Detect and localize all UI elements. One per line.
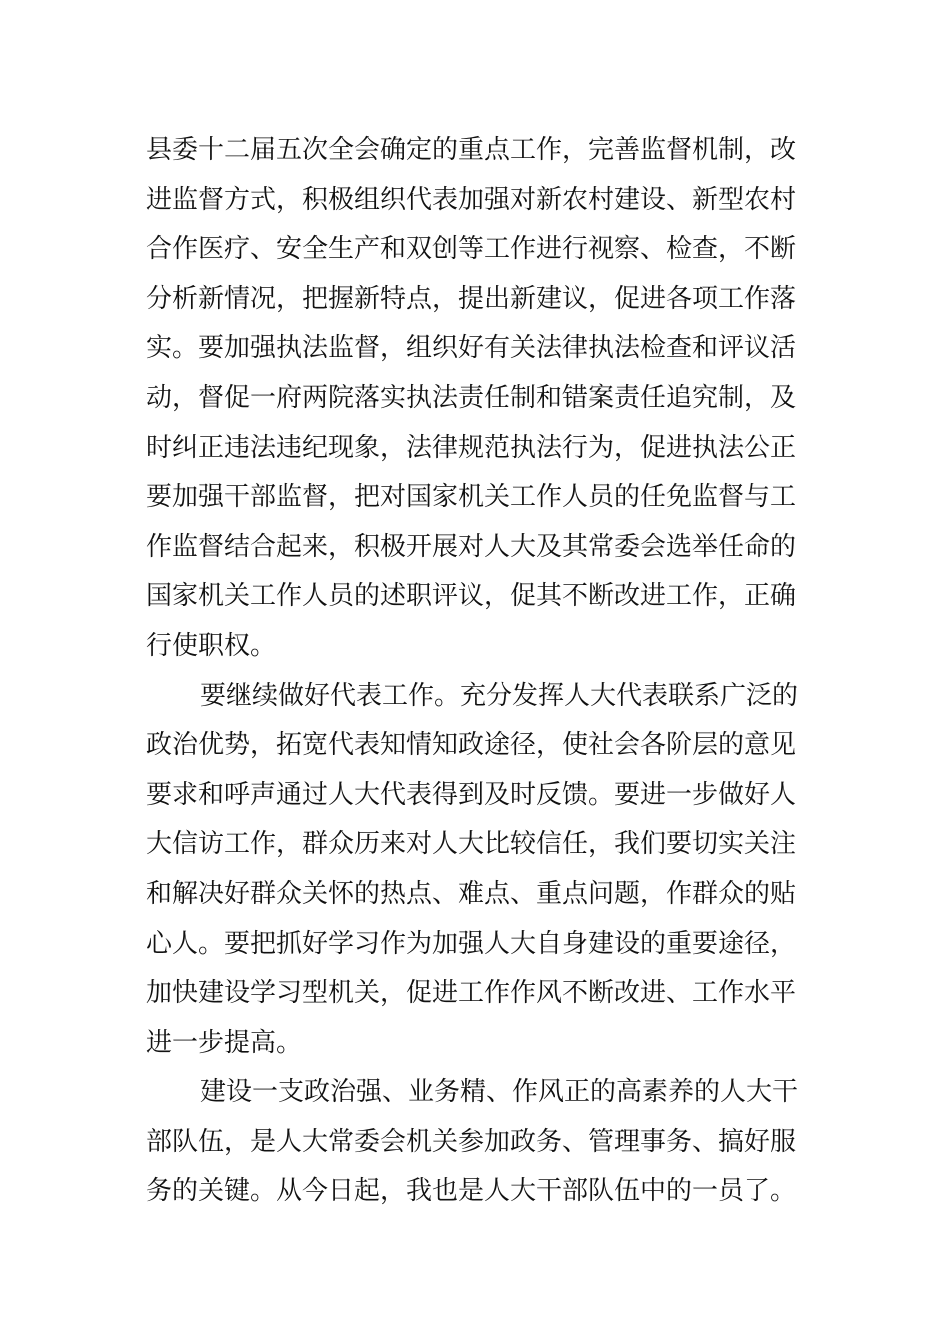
text-line: 进一步提高。 <box>146 1027 303 1058</box>
text-line: 行使职权。 <box>146 630 277 661</box>
text-line: 县委十二届五次全会确定的重点工作，完善监督机制，改 <box>146 135 797 165</box>
text-line: 心人。要把抓好学习作为加强人大自身建设的重要途径， <box>146 928 797 959</box>
paragraph-first-line: 要继续做好代表工作。充分发挥人大代表联系广泛的 <box>200 680 799 711</box>
text-line: 要加强干部监督，把对国家机关工作人员的任免监督与工 <box>146 482 797 513</box>
text-line: 实。要加强执法监督，组织好有关法律执法检查和评议活 <box>146 333 797 364</box>
text-line: 务的关键。从今日起，我也是人大干部队伍中的一员了。 <box>146 1176 797 1207</box>
text-line: 国家机关工作人员的述职评议，促其不断改进工作，正确 <box>146 581 797 612</box>
text-line: 分析新情况，把握新特点，提出新建议，促进各项工作落 <box>146 283 797 314</box>
text-line: 政治优势，拓宽代表知情知政途径，使社会各阶层的意见 <box>146 730 797 761</box>
text-line: 动，督促一府两院落实执法责任制和错案责任追究制，及 <box>146 382 797 413</box>
text-line: 要求和呼声通过人大代表得到及时反馈。要进一步做好人 <box>146 779 797 810</box>
text-line: 大信访工作，群众历来对人大比较信任，我们要切实关注 <box>146 829 797 860</box>
text-line: 合作医疗、安全生产和双创等工作进行视察、检查，不断 <box>146 234 797 265</box>
text-line: 和解决好群众关怀的热点、难点、重点问题，作群众的贴 <box>146 878 797 909</box>
text-line: 作监督结合起来，积极开展对人大及其常委会选举任命的 <box>146 531 797 562</box>
text-line: 进监督方式，积极组织代表加强对新农村建设、新型农村 <box>146 184 797 215</box>
paragraph-first-line: 建设一支政治强、业务精、作风正的高素养的人大干 <box>200 1077 799 1108</box>
text-line: 加快建设学习型机关，促进工作作风不断改进、工作水平 <box>146 978 797 1009</box>
text-line: 部队伍，是人大常委会机关参加政务、管理事务、搞好服 <box>146 1126 797 1157</box>
document-body <box>146 126 812 1217</box>
text-line: 时纠正违法违纪现象，法律规范执法行为，促进执法公正 <box>146 432 797 463</box>
